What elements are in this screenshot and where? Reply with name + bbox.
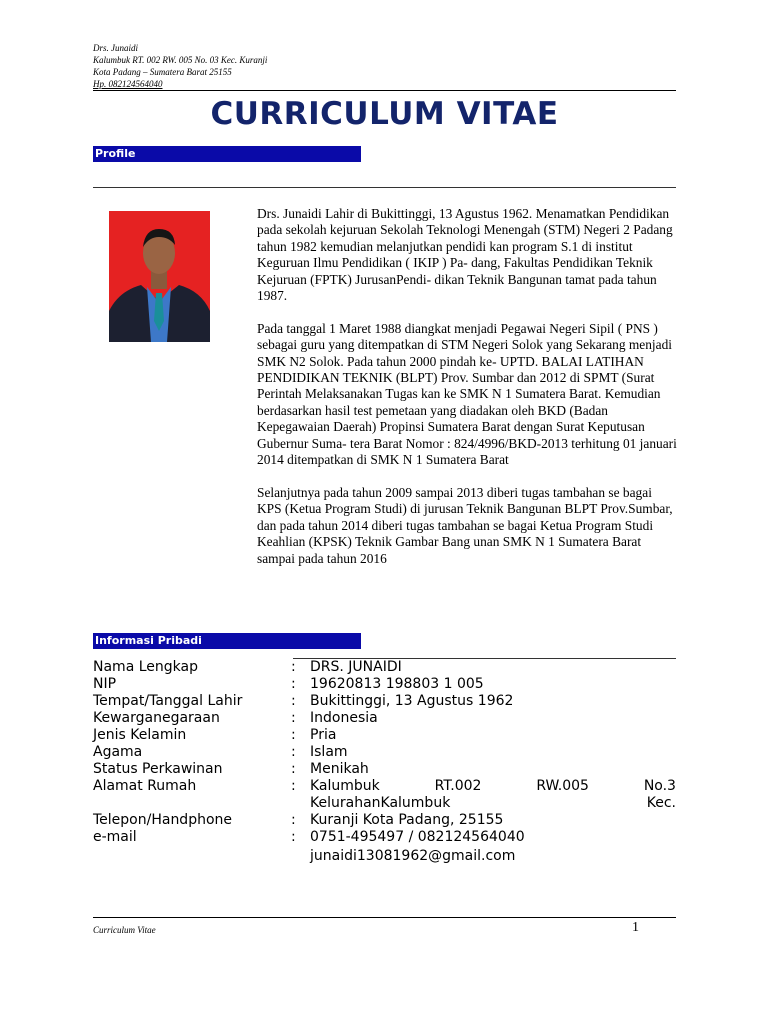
info-value: Islam <box>310 744 348 760</box>
info-separator: : <box>291 693 296 709</box>
info-label: Tempat/Tanggal Lahir <box>93 693 243 709</box>
address-part: KelurahanKalumbuk <box>310 795 451 811</box>
header-address-line2: Kota Padang – Sumatera Barat 25155 <box>93 67 232 77</box>
address-line <box>310 795 676 812</box>
address-line <box>310 778 676 795</box>
info-label: Jenis Kelamin <box>93 727 187 743</box>
header-address-line1: Kalumbuk RT. 002 RW. 005 No. 03 Kec. Kuranji <box>93 55 268 65</box>
info-separator: : <box>291 710 296 726</box>
info-separator: : <box>291 676 296 692</box>
section-divider-profile <box>93 187 676 188</box>
address-part: RW.005 <box>536 778 589 794</box>
portrait-image <box>109 211 210 342</box>
info-label: Kewarganegaraan <box>93 710 220 726</box>
info-value: DRS. JUNAIDI <box>310 659 402 675</box>
info-label: Nama Lengkap <box>93 659 198 675</box>
address-part: RT.002 <box>434 778 482 794</box>
footer-label: Curriculum Vitae <box>93 925 156 935</box>
info-separator: : <box>291 812 296 828</box>
header-phone: Hp. 082124564040 <box>93 79 163 89</box>
info-value: Kuranji Kota Padang, 25155 <box>310 812 504 828</box>
profile-text <box>257 206 679 583</box>
info-label: Telepon/Handphone <box>93 812 233 828</box>
section-header-profile: Profile <box>93 146 361 162</box>
address-part: Kalumbuk <box>310 778 380 794</box>
info-label: NIP <box>93 676 117 692</box>
info-label: Agama <box>93 744 143 760</box>
info-separator: : <box>291 761 296 777</box>
profile-photo <box>109 211 210 342</box>
page-title: CURRICULUM VITAE <box>210 96 559 132</box>
email-link[interactable]: junaidi13081962@gmail.com <box>310 848 516 864</box>
info-label: Alamat Rumah <box>93 778 197 794</box>
info-value: 0751-495497 / 082124564040 <box>310 829 525 845</box>
header-name: Drs. Junaidi <box>93 43 138 53</box>
footer-divider <box>93 917 676 918</box>
info-value: Pria <box>310 727 337 743</box>
address-part: No.3 <box>643 778 676 794</box>
letterhead <box>93 42 267 90</box>
profile-paragraph: Drs. Junaidi Lahir di Bukittinggi, 13 Agustus 1962. Menamatkan Pendidikan pada sekolah kejuruan Sekolah Teknologi Menengah (STM) Negeri 2 Padang tahun 1982 kemudian melanjutkan pendidi kan program S.1 di institut Keguruan Ilmu Pendidikan ( IKIP ) Pa- dang, Fakultas Pendidikan Teknik Kejuruan (FPTK) JurusanPendi- dikan Teknik Bangunan tamat pada tahun 1987. <box>257 206 673 304</box>
info-label: e-mail <box>93 829 137 845</box>
page-number: 1 <box>632 920 639 935</box>
section-header-personal: Informasi Pribadi <box>93 633 361 649</box>
profile-paragraph: Pada tanggal 1 Maret 1988 diangkat menjadi Pegawai Negeri Sipil ( PNS ) sebagai guru yang ditempatkan di STM Negeri Solok yang Sekarang menjadi SMK N2 Solok. Pada tahun 2000 pindah ke- UPTD. BALAI LATIHAN PENDIDIKAN TEKNIK (BLPT) Prov. Sumbar dan 2012 di SPMT (Surat Perintah Melaksanakan Tugas kan ke SMK N 1 Sumatera Barat. Kemudian berdasarkan hasil test pemetaan yang diadakan oleh BKD (Badan Kepegawaian Daerah) Propinsi Sumatera Barat dengan Surat Keputusan Gubernur Suma- tera Barat Nomor : 824/4996/BKD-2013 terhitung 01 januari 2014 ditempatkan di SMK N 1 Sumatera Barat <box>257 320 677 468</box>
info-separator: : <box>291 829 296 845</box>
info-separator: : <box>291 727 296 743</box>
header-divider <box>93 90 676 91</box>
info-value: Bukittinggi, 13 Agustus 1962 <box>310 693 514 709</box>
address-part: Kec. <box>646 795 676 811</box>
info-separator: : <box>291 659 296 675</box>
info-value: 19620813 198803 1 005 <box>310 676 484 692</box>
info-label: Status Perkawinan <box>93 761 223 777</box>
info-value: Indonesia <box>310 710 378 726</box>
info-separator: : <box>291 744 296 760</box>
info-value: Menikah <box>310 761 369 777</box>
address-value <box>310 778 676 812</box>
profile-paragraph: Selanjutnya pada tahun 2009 sampai 2013 diberi tugas tambahan se bagai KPS (Ketua Program Studi) di jurusan Teknik Bangunan BLPT Prov.Sumbar, dan pada tahun 2014 diberi tugas tambahan se bagai Ketua Program Studi Keahlian (KPSK) Teknik Gambar Bang unan SMK N 1 Sumatera Barat sampai pada tahun 2016 <box>257 484 673 566</box>
info-separator: : <box>291 778 296 794</box>
